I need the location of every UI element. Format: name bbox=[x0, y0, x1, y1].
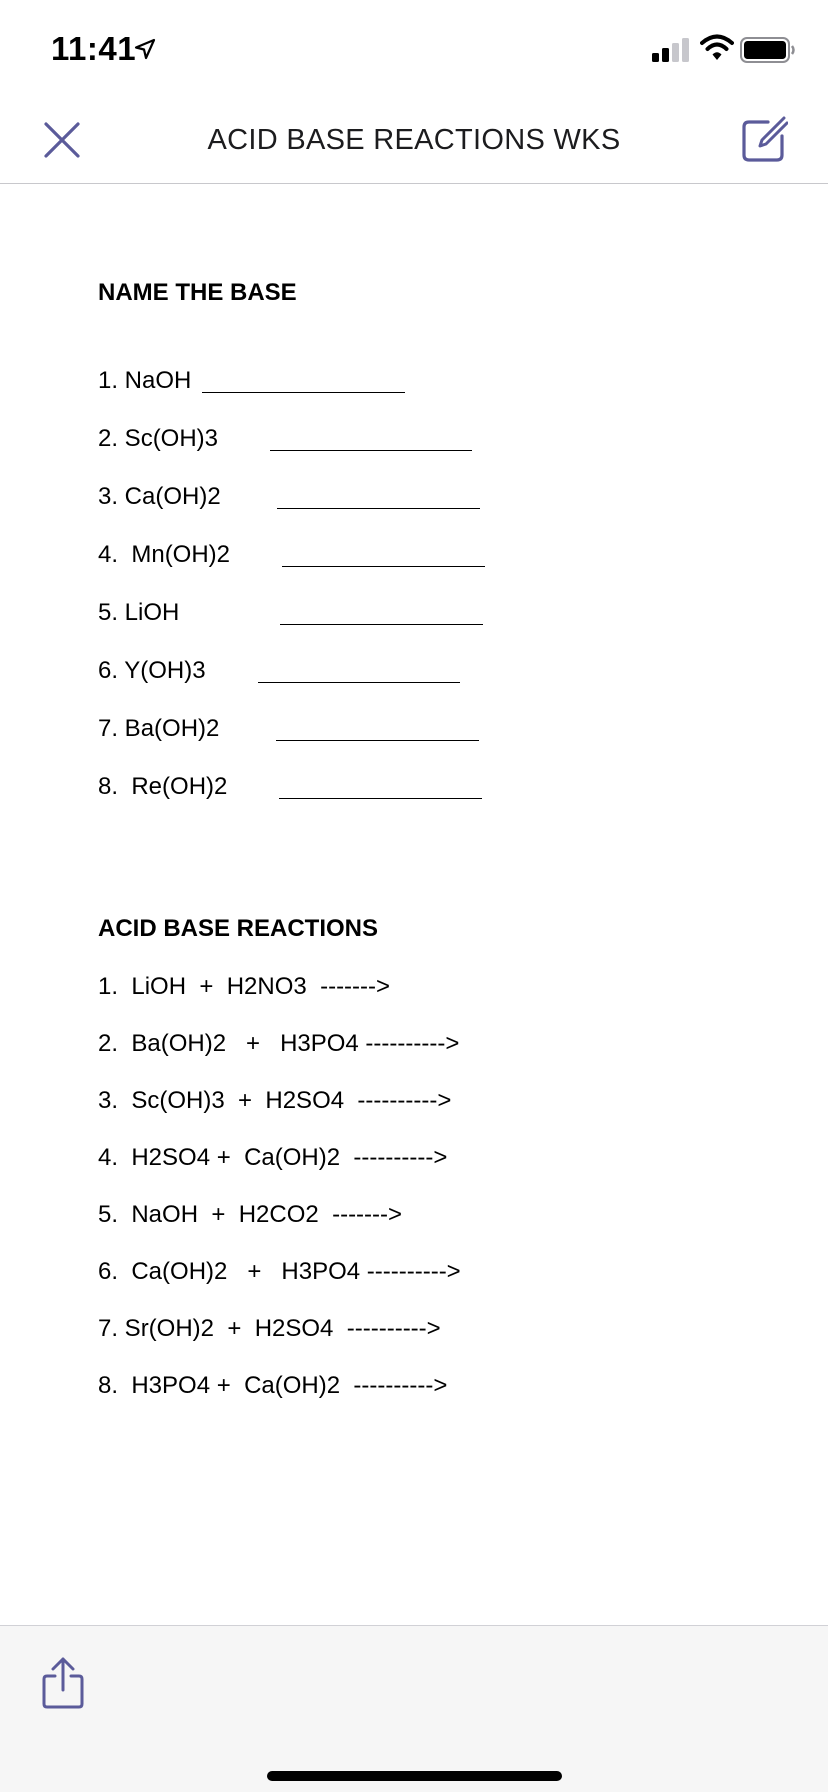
answer-line-3 bbox=[277, 508, 480, 509]
compose-icon bbox=[740, 116, 788, 164]
document-viewer[interactable] bbox=[0, 185, 828, 1625]
edit-button[interactable] bbox=[740, 116, 788, 164]
answer-line-8 bbox=[279, 798, 482, 799]
answer-line-1 bbox=[202, 392, 405, 393]
reaction-item-3: 3. Sc(OH)3 + H2SO4 ----------> bbox=[98, 1087, 452, 1114]
reaction-item-1: 1. LiOH + H2NO3 -------> bbox=[98, 973, 391, 1000]
base-item-3: 3. Ca(OH)2 bbox=[98, 483, 221, 510]
home-indicator[interactable] bbox=[267, 1771, 562, 1781]
base-item-4: 4. Mn(OH)2 bbox=[98, 541, 231, 568]
close-icon bbox=[40, 118, 84, 162]
base-item-5: 5. LiOH bbox=[98, 599, 180, 626]
base-item-7: 7. Ba(OH)2 bbox=[98, 715, 220, 742]
bottom-toolbar bbox=[0, 1625, 828, 1792]
section-heading-name-the-base: NAME THE BASE bbox=[98, 279, 297, 306]
reaction-item-2: 2. Ba(OH)2 + H3PO4 ----------> bbox=[98, 1030, 460, 1057]
wifi-icon bbox=[700, 34, 734, 62]
answer-line-2 bbox=[270, 450, 472, 451]
reaction-item-8: 8. H3PO4 + Ca(OH)2 ----------> bbox=[98, 1372, 448, 1399]
share-button[interactable] bbox=[40, 1656, 86, 1710]
status-bar bbox=[0, 0, 828, 96]
status-time: 11:41 bbox=[51, 30, 137, 67]
base-item-2: 2. Sc(OH)3 bbox=[98, 425, 219, 452]
base-item-1: 1. NaOH bbox=[98, 367, 192, 394]
section-heading-acid-base-reactions: ACID BASE REACTIONS bbox=[98, 915, 379, 942]
reaction-item-4: 4. H2SO4 + Ca(OH)2 ----------> bbox=[98, 1144, 448, 1171]
battery-icon bbox=[740, 36, 796, 64]
answer-line-5 bbox=[280, 624, 483, 625]
answer-line-7 bbox=[276, 740, 479, 741]
nav-bar bbox=[0, 96, 828, 184]
share-icon bbox=[40, 1656, 86, 1710]
base-item-8: 8. Re(OH)2 bbox=[98, 773, 228, 800]
answer-line-6 bbox=[258, 682, 460, 683]
reaction-item-7: 7. Sr(OH)2 + H2SO4 ----------> bbox=[98, 1315, 441, 1342]
cellular-signal-icon bbox=[652, 38, 690, 62]
page-title: ACID BASE REACTIONS WKS bbox=[207, 124, 621, 156]
location-arrow-icon bbox=[134, 38, 156, 60]
reaction-item-6: 6. Ca(OH)2 + H3PO4 ----------> bbox=[98, 1258, 461, 1285]
reaction-item-5: 5. NaOH + H2CO2 -------> bbox=[98, 1201, 403, 1228]
close-button[interactable] bbox=[40, 118, 84, 162]
answer-line-4 bbox=[282, 566, 485, 567]
base-item-6: 6. Y(OH)3 bbox=[98, 657, 206, 684]
